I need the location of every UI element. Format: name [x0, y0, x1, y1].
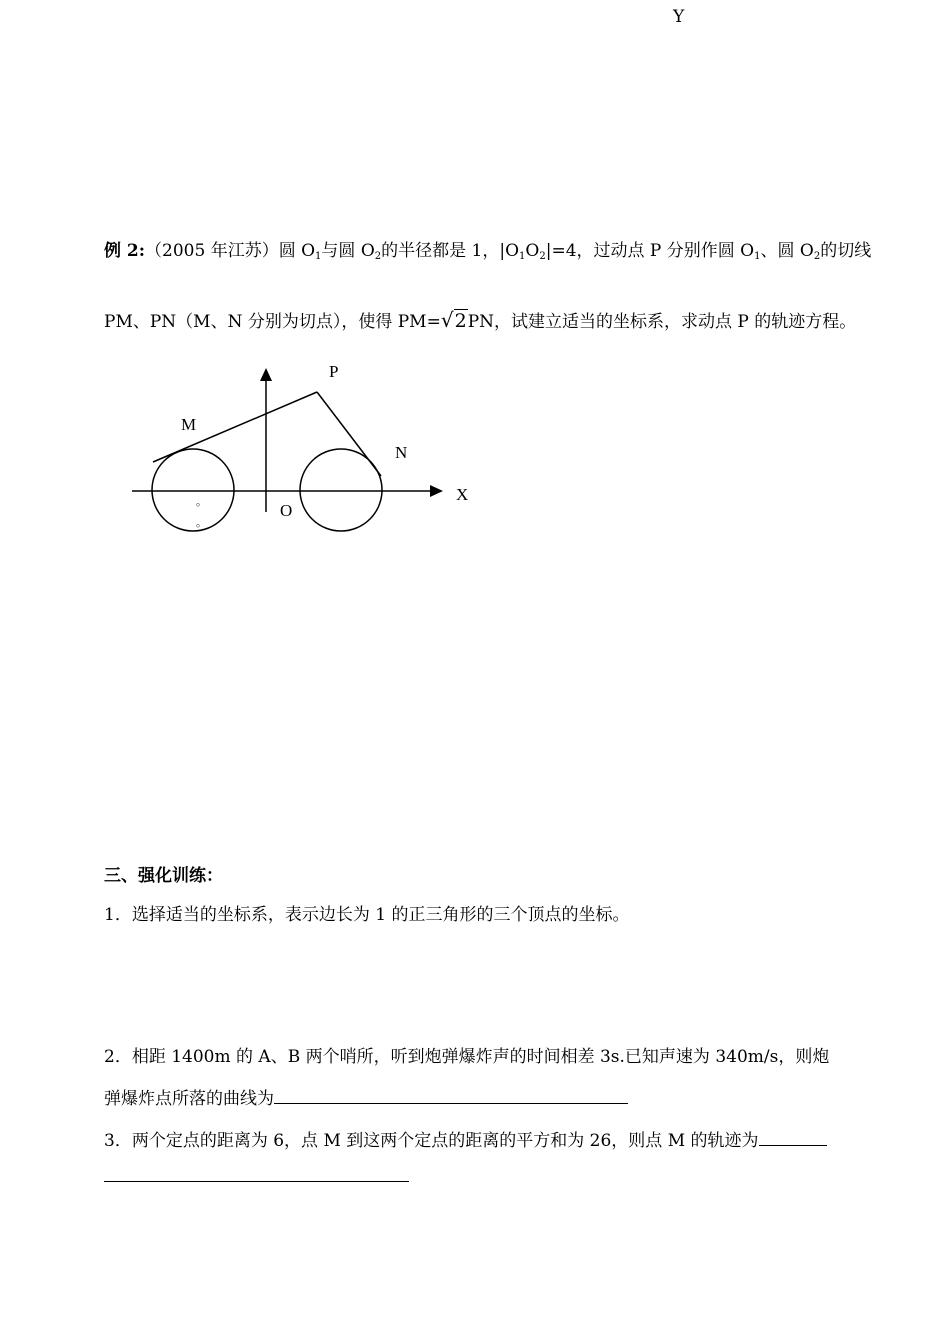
question-2-line2 [104, 1084, 628, 1109]
question-2-line2-text: 弹爆炸点所落的曲线为 [104, 1089, 274, 1109]
example2-line2-a: PM、PN（M、N 分别为切点），使得 PM= [104, 312, 441, 332]
tangent-pm [153, 392, 317, 462]
example2-text-4: 、圆 O [760, 241, 814, 261]
answer-blank-q2[interactable] [274, 1089, 628, 1104]
answer-blank-q3-b[interactable] [104, 1181, 409, 1182]
answer-blank-q3-a[interactable] [759, 1131, 827, 1146]
subscript-2: 2 [374, 251, 382, 262]
geometry-figure [0, 0, 950, 600]
question-1: 1．选择适当的坐标系，表示边长为 1 的正三角形的三个顶点的坐标。 [104, 905, 630, 925]
circle-o1 [152, 449, 234, 531]
example2-text-5: 的切线 [820, 241, 872, 261]
label-x: X [456, 485, 469, 504]
center-dot-2: 。 [196, 517, 207, 529]
subscript-3: 1 [519, 251, 526, 262]
abs-open: |O [499, 241, 520, 261]
subscript-1: 1 [315, 251, 322, 262]
section3-heading: 三、强化训练： [104, 866, 223, 886]
example2-text-3: 的半径都是 1， [381, 241, 500, 261]
example2-line2-b: PN，试建立适当的坐标系，求动点 P 的轨迹方程。 [467, 312, 857, 332]
question-2-line1: 2．相距 1400m 的 A、B 两个哨所，听到炮弹爆炸声的时间相差 3s.已知声速为 340m/s，则炮 [104, 1047, 830, 1067]
example2-text-1: 圆 O [278, 241, 316, 261]
abs-close: |=4，过动点 P 分别作圆 O [545, 241, 755, 261]
x-axis-arrow [430, 485, 443, 497]
y-axis-arrow [260, 368, 272, 381]
label-n: N [395, 443, 408, 462]
subscript-4: 2 [539, 251, 546, 262]
label-m: M [181, 415, 197, 434]
sqrt-sign: √ [440, 308, 454, 332]
example2-text-2: 与圆 O [321, 241, 375, 261]
header-y-label: Y [673, 7, 685, 27]
example2-source: （2005 年江苏） [145, 241, 279, 261]
question-3-line1 [104, 1126, 827, 1151]
center-dot-1: 。 [196, 496, 207, 508]
subscript-6: 2 [813, 251, 821, 262]
tangent-pn [317, 392, 381, 476]
label-p: P [329, 362, 339, 381]
question-3-text: 3．两个定点的距离为 6，点 M 到这两个定点的距离的平方和为 26，则点 M 的轨迹为 [104, 1131, 759, 1151]
subscript-5: 1 [754, 251, 761, 262]
o2-letter: O [525, 241, 540, 261]
example2-label: 例 2: [104, 241, 146, 261]
sqrt-radicand: 2 [454, 310, 467, 332]
label-o: O [280, 501, 293, 520]
